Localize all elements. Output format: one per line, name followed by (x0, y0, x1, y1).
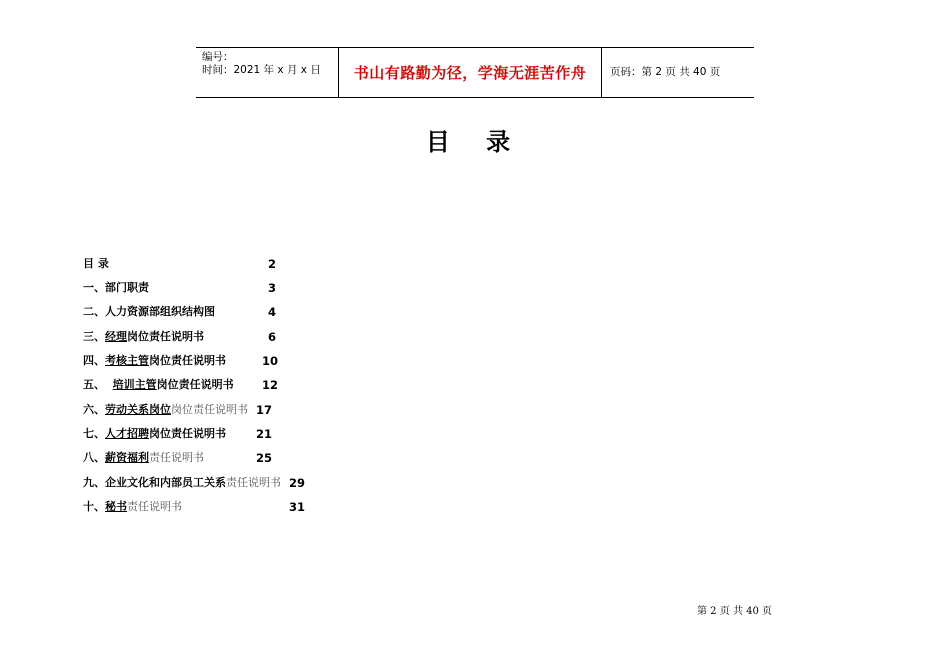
toc-page-number: 12 (262, 378, 279, 392)
toc-entry[interactable] (83, 328, 277, 346)
toc-entry-underlined: 薪资福利 (105, 451, 149, 464)
toc-page-number: 6 (268, 330, 277, 344)
toc-entry[interactable] (83, 498, 306, 516)
toc-entry-title: 岗位责任说明书 (149, 427, 226, 440)
toc-entry[interactable] (83, 376, 279, 394)
toc-entry-suffix: 责任说明书 (149, 451, 204, 464)
motto-text: 书山有路勤为径，学海无涯苦作舟 (353, 64, 587, 82)
toc-page-number: 10 (262, 354, 279, 368)
toc-page-number: 21 (256, 427, 273, 441)
toc-entry-suffix: 责任说明书 (226, 476, 281, 489)
toc-page-number: 2 (268, 257, 277, 271)
toc-entry-title: 岗位责任说明书 (149, 354, 226, 367)
toc-page-number: 3 (268, 281, 277, 295)
toc-entry[interactable] (83, 425, 273, 443)
toc-page-number: 4 (268, 305, 277, 319)
page-footer: 第 2 页 共 40 页 (697, 606, 772, 617)
toc-page-number: 29 (289, 476, 306, 490)
toc-entry[interactable] (83, 401, 273, 419)
toc-entry-title: 岗位责任说明书 (127, 330, 204, 343)
header-page-cell (602, 48, 754, 97)
toc-entry-title: 目 录 (83, 257, 109, 270)
toc-entry[interactable] (83, 449, 273, 467)
toc-entry[interactable] (83, 474, 306, 492)
date-label: 时间：2021 年 x 月 x 日 (202, 64, 321, 76)
toc-entry-title: 一、部门职责 (83, 281, 149, 294)
toc-entry-prefix: 五、 (83, 378, 113, 391)
page-code: 页码：第 2 页 共 40 页 (610, 66, 721, 78)
header-info-cell (196, 48, 338, 97)
toc-entry-prefix: 四、 (83, 354, 105, 367)
toc-entry-suffix: 岗位责任说明书 (171, 403, 248, 416)
serial-number-label: 编号： (202, 51, 234, 63)
toc-page-number: 31 (289, 500, 306, 514)
toc-entry-suffix: 责任说明书 (127, 500, 182, 513)
toc-entry[interactable] (83, 279, 277, 297)
toc-entry[interactable] (83, 255, 277, 273)
toc-entry[interactable] (83, 303, 277, 321)
toc-entry-title: 九、企业文化和内部员工关系 (83, 476, 226, 489)
toc-entry-title: 二、人力资源部组织结构图 (83, 305, 215, 318)
toc-entry-underlined: 经理 (105, 330, 127, 343)
toc-entry-prefix: 八、 (83, 451, 105, 464)
toc-entry-underlined: 考核主管 (105, 354, 149, 367)
toc-entry-underlined: 劳动关系岗位 (105, 403, 171, 416)
toc-page-number: 17 (256, 403, 273, 417)
toc-entry-underlined: 人才招聘 (105, 427, 149, 440)
toc-entry-underlined: 秘书 (105, 500, 127, 513)
toc-entry-prefix: 七、 (83, 427, 105, 440)
header-motto-cell (338, 48, 602, 97)
page-header (196, 47, 754, 98)
toc-entry[interactable] (83, 352, 279, 370)
toc-entry-title: 岗位责任说明书 (156, 378, 234, 391)
toc-entry-underlined: 培训主管 (112, 378, 157, 391)
toc-entry-prefix: 六、 (83, 403, 105, 416)
toc-entry-prefix: 十、 (83, 500, 105, 513)
toc-page-number: 25 (256, 451, 273, 465)
page-title: 目 录 (425, 128, 525, 156)
toc-entry-prefix: 三、 (83, 330, 105, 343)
